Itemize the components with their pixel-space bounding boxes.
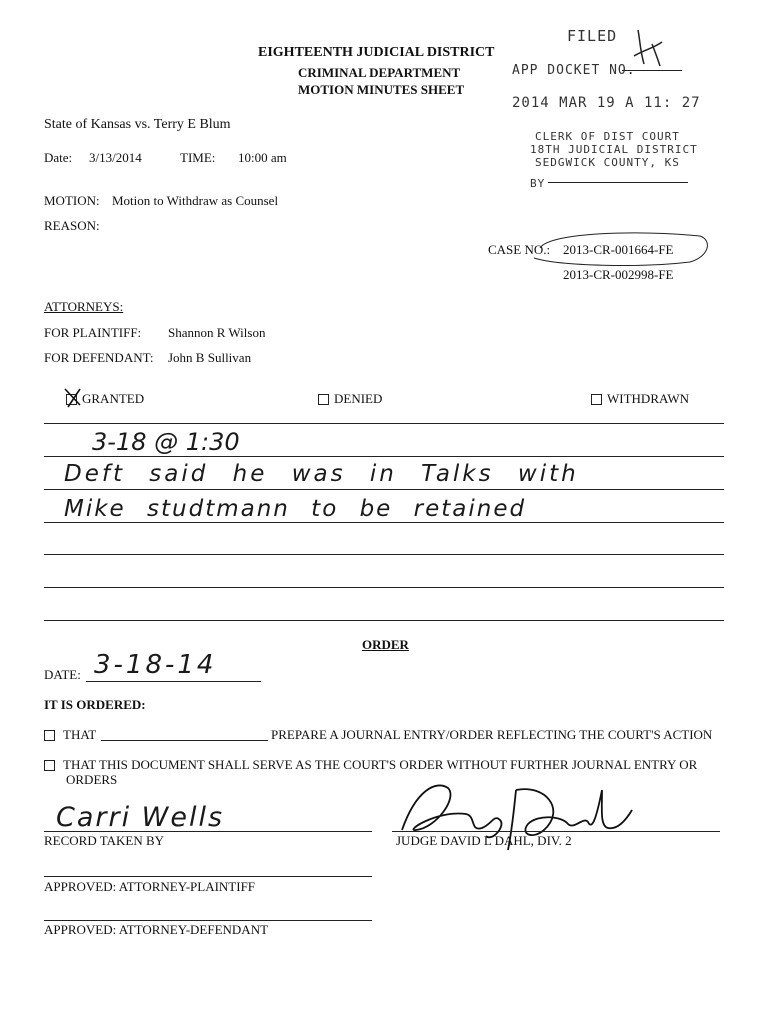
department-title: CRIMINAL DEPARTMENT bbox=[298, 65, 461, 80]
district-title: EIGHTEENTH JUDICIAL DISTRICT bbox=[258, 45, 495, 60]
that-checkbox[interactable] bbox=[44, 730, 55, 741]
handwritten-note-1: 3-18 @ 1:30 bbox=[92, 428, 240, 456]
denied-label: DENIED bbox=[334, 391, 383, 406]
serve-text: THAT THIS DOCUMENT SHALL SERVE AS THE COURT'S ORDER WITHOUT FURTHER JOURNAL ENTRY OR bbox=[63, 757, 698, 772]
order-date-label: DATE: bbox=[44, 667, 81, 682]
case-no-2: 2013-CR-002998-FE bbox=[563, 267, 674, 282]
order-date-value: 3-18-14 bbox=[94, 650, 217, 680]
time-value: 10:00 am bbox=[238, 150, 287, 165]
stamp-clerk-3: SEDGWICK COUNTY, KS bbox=[535, 156, 680, 169]
granted-check-mark bbox=[62, 385, 84, 409]
note-line-7 bbox=[44, 620, 724, 621]
denied-option[interactable] bbox=[318, 391, 382, 407]
granted-label: GRANTED bbox=[82, 391, 145, 406]
serve-checkbox[interactable] bbox=[44, 760, 55, 771]
withdrawn-label: WITHDRAWN bbox=[607, 391, 689, 406]
note-line-3 bbox=[44, 489, 724, 490]
sheet-title: MOTION MINUTES SHEET bbox=[298, 82, 465, 97]
that-blank-line bbox=[101, 740, 268, 741]
serve-text-2: ORDERS bbox=[66, 772, 118, 787]
it-is-ordered: IT IS ORDERED: bbox=[44, 697, 146, 712]
case-parties: State of Kansas vs. Terry E Blum bbox=[44, 117, 231, 132]
approved-defendant-line bbox=[44, 920, 372, 921]
note-line-4 bbox=[44, 522, 724, 523]
date-value: 3/13/2014 bbox=[89, 150, 142, 165]
plaintiff-attorney: Shannon R Wilson bbox=[168, 325, 266, 340]
defendant-attorney: John B Sullivan bbox=[168, 350, 252, 365]
stamp-clerk-2: 18TH JUDICIAL DISTRICT bbox=[530, 143, 698, 156]
withdrawn-option[interactable] bbox=[591, 391, 689, 407]
app-docket-line bbox=[622, 70, 682, 71]
case-no-1: 2013-CR-001664-FE bbox=[563, 242, 674, 257]
note-line-1 bbox=[44, 423, 724, 424]
approved-plaintiff-line bbox=[44, 876, 372, 877]
that-label: THAT bbox=[63, 727, 97, 742]
note-line-5 bbox=[44, 554, 724, 555]
record-signature-line bbox=[44, 831, 372, 832]
filed-stamp: FILED bbox=[567, 27, 618, 45]
order-heading: ORDER bbox=[362, 637, 409, 652]
order-that-option[interactable] bbox=[44, 727, 96, 743]
approved-plaintiff-label: APPROVED: ATTORNEY-PLAINTIFF bbox=[44, 879, 256, 894]
record-taken-label: RECORD TAKEN BY bbox=[44, 833, 165, 848]
handwritten-note-2: Deft said he was in Talks with bbox=[64, 461, 579, 487]
approved-defendant-label: APPROVED: ATTORNEY-DEFENDANT bbox=[44, 922, 269, 937]
case-no-label: CASE NO.: bbox=[488, 242, 551, 257]
stamp-clerk-1: CLERK OF DIST COURT bbox=[535, 130, 680, 143]
case-no-circle-mark bbox=[520, 228, 720, 270]
withdrawn-checkbox[interactable] bbox=[591, 394, 602, 405]
app-docket-label: APP DOCKET NO. bbox=[512, 63, 636, 78]
handwritten-note-3: Mike studtmann to be retained bbox=[64, 496, 527, 522]
order-date-line bbox=[86, 681, 261, 682]
date-label: Date: bbox=[44, 150, 73, 165]
plaintiff-label: FOR PLAINTIFF: bbox=[44, 325, 142, 340]
attorneys-heading: ATTORNEYS: bbox=[44, 299, 124, 314]
record-taken-signature: Carri Wells bbox=[56, 802, 225, 833]
time-label: TIME: bbox=[180, 150, 216, 165]
denied-checkbox[interactable] bbox=[318, 394, 329, 405]
stamp-datetime: 2014 MAR 19 A 11: 27 bbox=[512, 95, 701, 111]
stamp-by-line bbox=[548, 182, 688, 183]
judge-signature-line bbox=[392, 831, 720, 832]
that-rest-text: PREPARE A JOURNAL ENTRY/ORDER REFLECTING THE COURT'S ACTION bbox=[271, 727, 713, 742]
stamp-by-label: BY bbox=[530, 177, 546, 190]
note-line-2 bbox=[44, 456, 724, 457]
motion-value: Motion to Withdraw as Counsel bbox=[112, 193, 279, 208]
reason-label: REASON: bbox=[44, 218, 100, 233]
defendant-label: FOR DEFENDANT: bbox=[44, 350, 154, 365]
judge-label: JUDGE DAVID L DAHL, DIV. 2 bbox=[396, 833, 572, 848]
motion-label: MOTION: bbox=[44, 193, 100, 208]
note-line-6 bbox=[44, 587, 724, 588]
